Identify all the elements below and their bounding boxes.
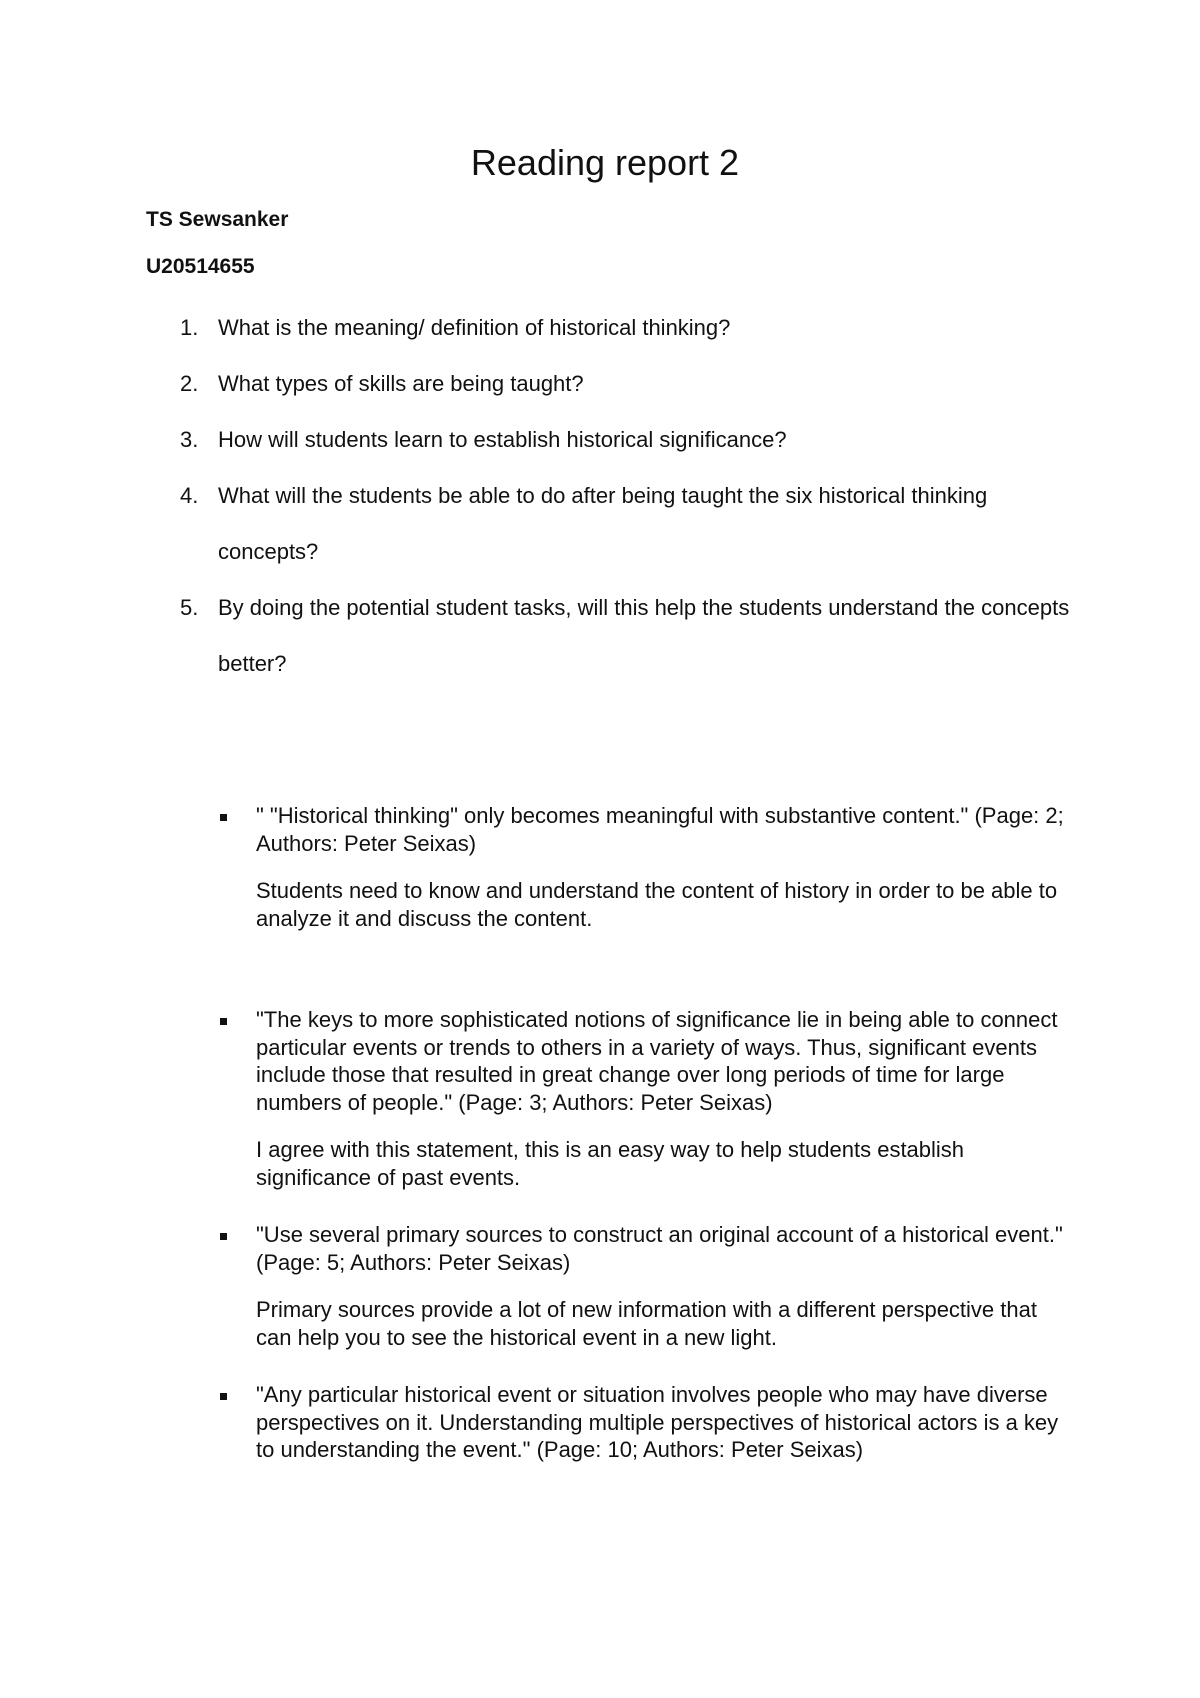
square-bullet-icon: [220, 1018, 227, 1025]
square-bullet-icon: [220, 814, 227, 821]
question-number: 5.: [180, 595, 199, 620]
quote-comment: Students need to know and understand the content of history in order to be able to analyze it and discuss the content.: [256, 878, 1058, 931]
question-item: [146, 356, 1076, 412]
author-name: TS Sewsanker: [146, 208, 289, 231]
quote-comment: Primary sources provide a lot of new information with a different perspective that can help you to see the historical event in a new light.: [256, 1297, 1037, 1350]
question-text: By doing the potential student tasks, will this help the students understand the concepts better?: [218, 595, 1070, 676]
square-bullet-icon: [220, 1233, 227, 1240]
question-number: 1.: [180, 315, 199, 340]
quote-text: "Any particular historical event or situation involves people who may have diverse perspectives on it. Understanding multiple perspectives of historical actors is a key to understanding the event." (Page: 10; Authors: Peter Seixas): [256, 1382, 1059, 1462]
question-text: How will students learn to establish historical significance?: [218, 427, 787, 452]
quote-item: [146, 1221, 1076, 1351]
quote-item: [146, 1006, 1076, 1191]
square-bullet-icon: [220, 1393, 227, 1400]
question-item: [146, 580, 1076, 692]
quote-item: [146, 802, 1076, 932]
question-item: [146, 468, 1076, 580]
quote-text: "The keys to more sophisticated notions of significance lie in being able to connect particular events or trends to others in a variety of ways. Thus, significant events include those that resulted in great change over long periods of time for large numbers of people." (Page: 3; Authors: Peter Seixas): [256, 1007, 1058, 1115]
question-text: What types of skills are being taught?: [218, 371, 584, 396]
quote-comment: I agree with this statement, this is an easy way to help students establish significance of past events.: [256, 1137, 965, 1190]
quote-text: " "Historical thinking" only becomes meaningful with substantive content." (Page: 2; Authors: Peter Seixas): [256, 803, 1064, 856]
question-text: What is the meaning/ definition of historical thinking?: [218, 315, 731, 340]
quote-list: [146, 802, 1076, 1464]
question-item: [146, 300, 1076, 356]
quote-item: [146, 1381, 1076, 1464]
question-number: 4.: [180, 483, 199, 508]
student-number: U20514655: [146, 255, 255, 278]
quote-text: "Use several primary sources to construct an original account of a historical event." (Page: 5; Authors: Peter Seixas): [256, 1222, 1063, 1275]
question-text: What will the students be able to do after being taught the six historical thinking concepts?: [218, 483, 988, 564]
question-number: 3.: [180, 427, 199, 452]
question-number: 2.: [180, 371, 199, 396]
question-item: [146, 412, 1076, 468]
document-title: Reading report 2: [470, 142, 740, 183]
question-list: [146, 300, 1076, 692]
